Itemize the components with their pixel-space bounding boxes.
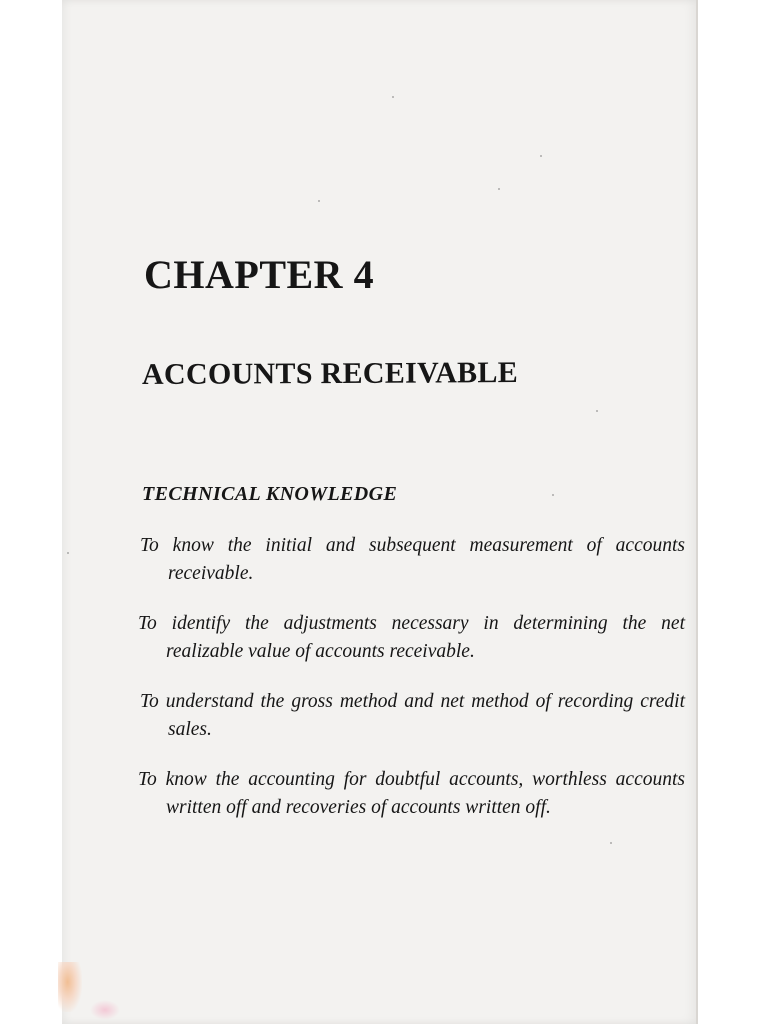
section-heading: TECHNICAL KNOWLEDGE xyxy=(142,483,398,505)
objective-item: To understand the gross method and net method of recording credit sales. xyxy=(140,691,685,740)
objectives-list xyxy=(140,532,685,844)
chapter-subtitle: ACCOUNTS RECEIVABLE xyxy=(141,356,519,391)
objective-item: To identify the adjustments necessary in determining the net realizable value of accounts receivable. xyxy=(138,613,685,662)
chapter-title: CHAPTER 4 xyxy=(144,252,375,297)
objective-item: To know the initial and subsequent measurement of accounts receivable. xyxy=(140,535,685,584)
objective-item: To know the accounting for doubtful accounts, worthless accounts written off and recoveries of accounts written off. xyxy=(138,769,685,818)
